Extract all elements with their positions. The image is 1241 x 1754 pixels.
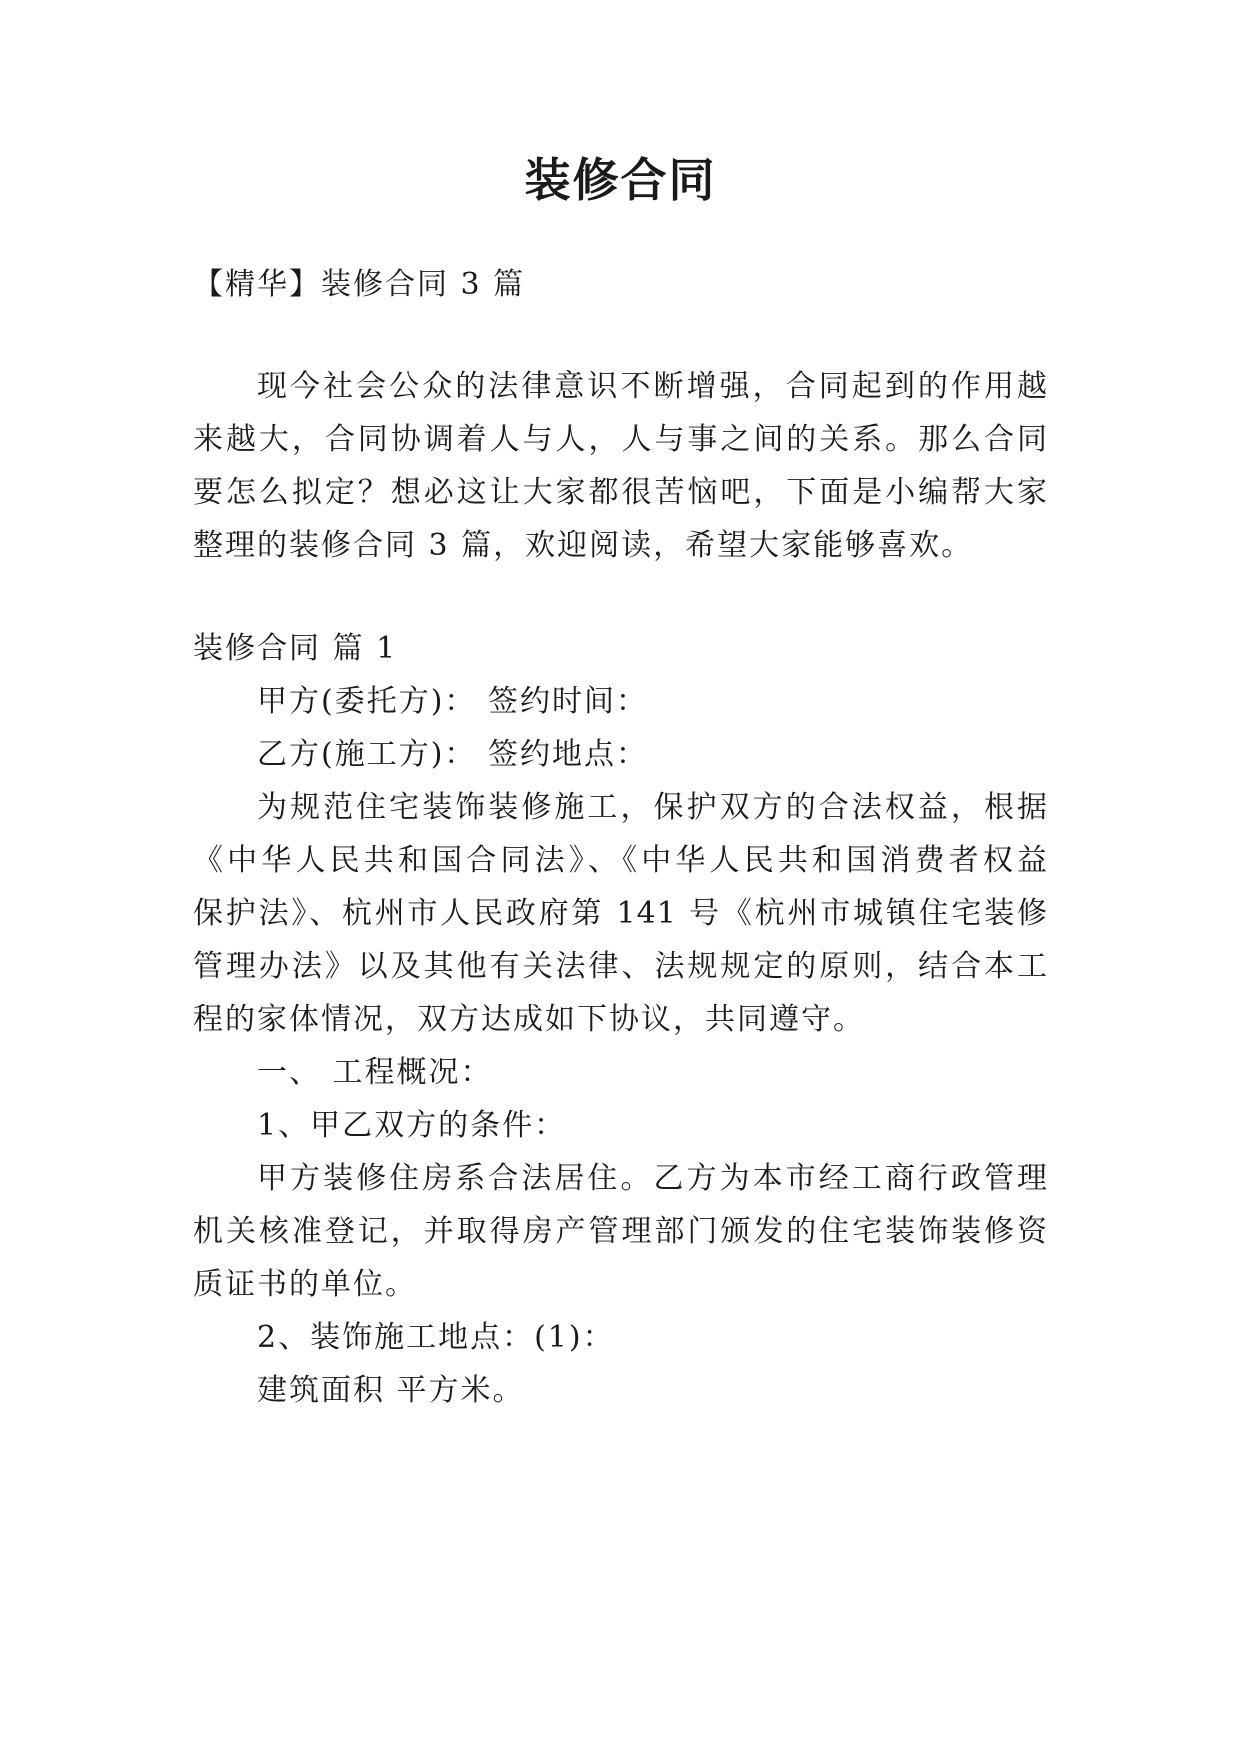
preamble-line-3: 保护法》、杭州市人民政府第 141 号《杭州市城镇住宅装修 (193, 896, 1048, 931)
preamble-line-2: 《中华人民共和国合同法》、《中华人民共和国消费者权益 (193, 843, 1048, 878)
document-title: 装修合同 (524, 153, 717, 207)
party-a-line: 甲方(委托方)： 签约时间： (257, 684, 648, 719)
intro-line-4: 整理的装修合同 3 篇，欢迎阅读，希望大家能够喜欢。 (193, 528, 974, 563)
intro-line-3: 要怎么拟定？想必这让大家都很苦恼吧，下面是小编帮大家 (193, 475, 1048, 510)
clause-1-1-heading: 1、甲乙双方的条件： (257, 1108, 567, 1143)
clause-1-1-line-3: 质证书的单位。 (193, 1267, 417, 1302)
clause-1-2-area: 建筑面积 平方米。 (257, 1373, 525, 1408)
preamble-line-1: 为规范住宅装饰装修施工，保护双方的合法权益，根据 (257, 790, 1048, 825)
clause-1-1-line-2: 机关核准登记，并取得房产管理部门颁发的住宅装饰装修资 (193, 1214, 1048, 1249)
preamble-line-4: 管理办法》以及其他有关法律、法规规定的原则，结合本工 (193, 949, 1048, 984)
clause-1-heading: 一、 工程概况： (257, 1055, 493, 1090)
intro-line-2: 来越大，合同协调着人与人，人与事之间的关系。那么合同 (193, 422, 1048, 457)
preamble-line-5: 程的家体情况，双方达成如下协议，共同遵守。 (193, 1002, 865, 1037)
section-heading: 装修合同 篇 1 (193, 631, 398, 666)
document-subtitle: 【精华】装修合同 3 篇 (193, 267, 526, 302)
clause-1-2-heading: 2、装饰施工地点：(1)： (257, 1320, 615, 1355)
clause-1-1-line-1: 甲方装修住房系合法居住。乙方为本市经工商行政管理 (257, 1161, 1048, 1196)
intro-line-1: 现今社会公众的法律意识不断增强，合同起到的作用越 (257, 369, 1048, 404)
party-b-line: 乙方(施工方)： 签约地点： (257, 737, 648, 772)
